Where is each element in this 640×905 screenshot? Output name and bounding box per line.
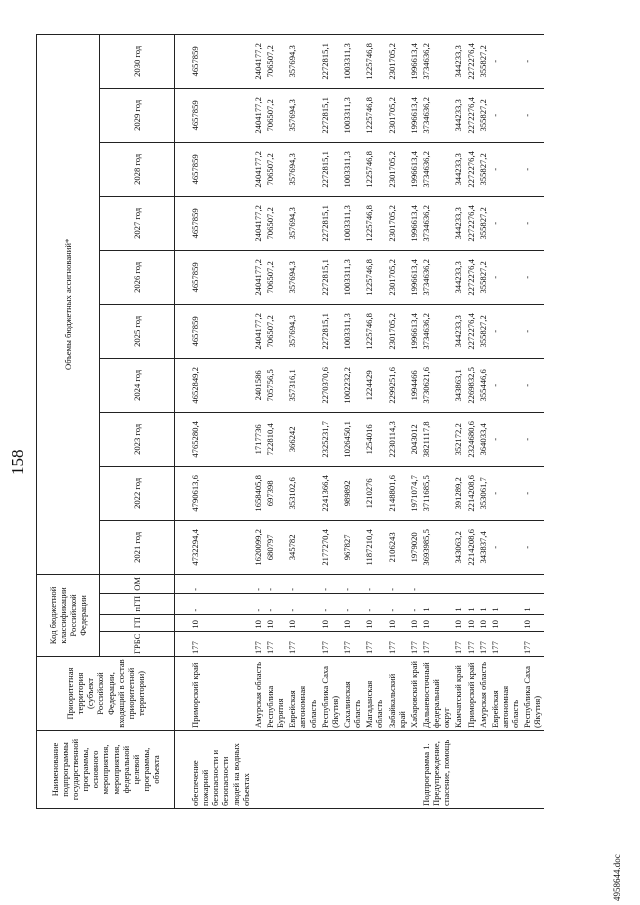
cell-grbs: 177 — [386, 631, 408, 656]
cell-om: - — [386, 574, 408, 593]
spacer-cell — [175, 657, 190, 731]
cell-value: 706507,2 — [264, 250, 286, 304]
table-row — [420, 34, 452, 808]
cell-value: 2272276,4 — [465, 250, 477, 304]
cell-value: 2272815,1 — [319, 304, 341, 358]
cell-territory: Приморский край — [465, 657, 477, 731]
cell-value: 4657859 — [189, 34, 252, 88]
spacer-cell — [175, 631, 190, 656]
cell-value: 2404177,2 — [252, 196, 264, 250]
cell-value: 2404177,2 — [252, 34, 264, 88]
cell-value: 1225746,8 — [363, 250, 385, 304]
cell-value: 706507,2 — [264, 34, 286, 88]
spacer-cell — [175, 304, 190, 358]
cell-gp: 10 — [452, 614, 464, 631]
cell-value: 3734636,2 — [420, 34, 452, 88]
cell-name — [252, 731, 264, 809]
header-gp: ГП — [100, 614, 175, 631]
cell-value: - — [489, 250, 521, 304]
cell-value: - — [521, 142, 543, 196]
cell-territory: Амурская область — [477, 657, 489, 731]
cell-value: 989892 — [341, 466, 363, 520]
budget-allocations-table — [36, 34, 544, 809]
cell-territory: Камчатский край — [452, 657, 464, 731]
cell-value: 353102,6 — [286, 466, 318, 520]
header-year: 2022 год — [100, 466, 175, 520]
cell-grbs: 177 — [477, 631, 489, 656]
cell-value: 1225746,8 — [363, 304, 385, 358]
cell-value: 1003311,3 — [341, 304, 363, 358]
cell-value: 2148801,6 — [386, 466, 408, 520]
cell-value: 343837,4 — [477, 520, 489, 574]
cell-value: - — [489, 34, 521, 88]
cell-value: 3734636,2 — [420, 250, 452, 304]
cell-value: 1003311,3 — [341, 88, 363, 142]
cell-value: 1003311,3 — [341, 34, 363, 88]
cell-gp: 10 — [264, 614, 286, 631]
cell-name — [363, 731, 385, 809]
table-row — [252, 34, 264, 808]
spacer-cell — [175, 466, 190, 520]
cell-value: 2272815,1 — [319, 196, 341, 250]
cell-value: 706507,2 — [264, 142, 286, 196]
header-year: 2029 год — [100, 88, 175, 142]
cell-value: 706507,2 — [264, 88, 286, 142]
cell-value: 1620099,2 — [252, 520, 264, 574]
cell-value: - — [521, 250, 543, 304]
cell-value: 2272276,4 — [465, 304, 477, 358]
cell-name — [286, 731, 318, 809]
table-row — [465, 34, 477, 808]
cell-value: 2272815,1 — [319, 34, 341, 88]
cell-om: - — [189, 574, 252, 593]
cell-pgp: - — [319, 593, 341, 614]
cell-value: 2301705,2 — [386, 304, 408, 358]
cell-value: 706507,2 — [264, 304, 286, 358]
cell-value: 4657859 — [189, 250, 252, 304]
cell-value: 2272276,4 — [465, 34, 477, 88]
cell-value: 364033,4 — [477, 412, 489, 466]
spacer-cell — [175, 358, 190, 412]
header-year: 2023 год — [100, 412, 175, 466]
cell-value: 1996613,4 — [408, 142, 420, 196]
cell-name — [264, 731, 286, 809]
cell-value: - — [521, 304, 543, 358]
cell-value: 2404177,2 — [252, 88, 264, 142]
cell-name — [319, 731, 341, 809]
cell-value: 1003311,3 — [341, 250, 363, 304]
cell-value: 357694,3 — [286, 304, 318, 358]
cell-gp: 10 — [319, 614, 341, 631]
spacer-cell — [175, 731, 190, 809]
cell-value: - — [489, 466, 521, 520]
cell-value: 2301705,2 — [386, 88, 408, 142]
header-year: 2028 год — [100, 142, 175, 196]
cell-value: 2404177,2 — [252, 250, 264, 304]
spacer-cell — [175, 593, 190, 614]
spacer-cell — [175, 574, 190, 593]
cell-value: 357694,3 — [286, 142, 318, 196]
cell-gp: 10 — [386, 614, 408, 631]
cell-value: 705756,5 — [264, 358, 286, 412]
cell-gp: 10 — [189, 614, 252, 631]
cell-value: 1225746,8 — [363, 142, 385, 196]
cell-grbs: 177 — [252, 631, 264, 656]
cell-pgp: 1 — [521, 593, 543, 614]
cell-value: - — [521, 34, 543, 88]
cell-value: 3734636,2 — [420, 88, 452, 142]
cell-value: 697398 — [264, 466, 286, 520]
cell-pgp: 1 — [465, 593, 477, 614]
cell-value: - — [521, 196, 543, 250]
cell-territory: Дальневосточный федеральный округ — [420, 657, 452, 731]
cell-value: - — [489, 304, 521, 358]
cell-value: 1254016 — [363, 412, 385, 466]
header-om: ОМ — [100, 574, 175, 593]
cell-value: 1996613,4 — [408, 88, 420, 142]
cell-value: 355827,2 — [477, 142, 489, 196]
cell-value: 355827,2 — [477, 88, 489, 142]
header-name: Наименование подпрограммы государственной программы, основного мероприятия, мероприятия, федеральной целевой программы, объекта — [37, 731, 175, 809]
table-row — [264, 34, 286, 808]
cell-value: 391289,2 — [452, 466, 464, 520]
cell-gp: 10 — [408, 614, 420, 631]
cell-gp: 10 — [252, 614, 264, 631]
cell-value: - — [489, 520, 521, 574]
table-row — [363, 34, 385, 808]
cell-pgp: 1 — [420, 593, 452, 614]
cell-om: - — [341, 574, 363, 593]
cell-value: 344233,3 — [452, 196, 464, 250]
header-year: 2027 год — [100, 196, 175, 250]
cell-name — [408, 731, 420, 809]
cell-value: 722810,4 — [264, 412, 286, 466]
cell-value: 345782 — [286, 520, 318, 574]
spacer-cell — [175, 614, 190, 631]
spacer-cell — [175, 142, 190, 196]
header-year: 2026 год — [100, 250, 175, 304]
cell-value: 2272815,1 — [319, 88, 341, 142]
cell-value: 2214208,6 — [465, 466, 477, 520]
spacer-cell — [175, 34, 190, 88]
cell-value: 1996613,4 — [408, 34, 420, 88]
cell-gp: 10 — [286, 614, 318, 631]
spacer-cell — [175, 88, 190, 142]
cell-value: 344233,3 — [452, 88, 464, 142]
cell-name: Подпрограмма 1. Предупреждение, спасение, помощь — [420, 731, 452, 809]
cell-grbs: 177 — [319, 631, 341, 656]
table-row — [341, 34, 363, 808]
cell-value: 344233,3 — [452, 142, 464, 196]
cell-grbs: 177 — [521, 631, 543, 656]
cell-grbs: 177 — [452, 631, 464, 656]
cell-grbs: 177 — [420, 631, 452, 656]
cell-value: 344233,3 — [452, 304, 464, 358]
cell-value: 2324680,6 — [465, 412, 477, 466]
cell-value: 2301705,2 — [386, 196, 408, 250]
cell-value: 2404177,2 — [252, 142, 264, 196]
header-volumes: Объемы бюджетных ассигнований* — [37, 34, 100, 574]
cell-value: 1717736 — [252, 412, 264, 466]
cell-pgp: - — [189, 593, 252, 614]
cell-value: 355446,6 — [477, 358, 489, 412]
cell-value: 2270370,6 — [319, 358, 341, 412]
cell-value: 4657859 — [189, 304, 252, 358]
cell-grbs: 177 — [363, 631, 385, 656]
header-year: 2025 год — [100, 304, 175, 358]
table-row — [477, 34, 489, 808]
cell-value: 353061,7 — [477, 466, 489, 520]
cell-om: - — [286, 574, 318, 593]
cell-value: 1225746,8 — [363, 88, 385, 142]
cell-value: 2272276,4 — [465, 88, 477, 142]
cell-value: 1996613,4 — [408, 250, 420, 304]
cell-pgp: 1 — [489, 593, 521, 614]
cell-value: 1225746,8 — [363, 196, 385, 250]
cell-value: 4657859 — [189, 142, 252, 196]
cell-value: 352172,2 — [452, 412, 464, 466]
cell-value: 1979020 — [408, 520, 420, 574]
cell-value: 4657859 — [189, 88, 252, 142]
cell-value: 1224429 — [363, 358, 385, 412]
cell-value: 3734636,2 — [420, 196, 452, 250]
cell-value: - — [489, 196, 521, 250]
cell-grbs: 177 — [189, 631, 252, 656]
cell-gp: 10 — [477, 614, 489, 631]
cell-value: 1658405,8 — [252, 466, 264, 520]
cell-om: - — [319, 574, 341, 593]
cell-value: 2301705,2 — [386, 250, 408, 304]
cell-value: 357694,3 — [286, 250, 318, 304]
cell-value: 355827,2 — [477, 196, 489, 250]
cell-grbs: 177 — [341, 631, 363, 656]
cell-value: 2404177,2 — [252, 304, 264, 358]
table-row — [386, 34, 408, 808]
cell-territory: Амурская область — [252, 657, 264, 731]
cell-value: 2325231,7 — [319, 412, 341, 466]
cell-territory: Хабаровский край — [408, 657, 420, 731]
cell-value: 2272815,1 — [319, 250, 341, 304]
table-row — [189, 34, 252, 808]
cell-territory: Еврейская автономная область — [489, 657, 521, 731]
cell-value: 2043012 — [408, 412, 420, 466]
cell-value: 2177270,4 — [319, 520, 341, 574]
cell-grbs: 177 — [286, 631, 318, 656]
cell-value: 1187210,4 — [363, 520, 385, 574]
cell-name — [465, 731, 477, 809]
cell-value: 2299251,6 — [386, 358, 408, 412]
cell-value: 2106243 — [386, 520, 408, 574]
cell-value: 4657859 — [189, 196, 252, 250]
cell-value: 357316,1 — [286, 358, 318, 412]
cell-territory: Республика Бурятия — [264, 657, 286, 731]
cell-value: 4732294,4 — [189, 520, 252, 574]
cell-gp: 10 — [465, 614, 477, 631]
cell-value: 3734636,2 — [420, 304, 452, 358]
cell-value: 1002232,2 — [341, 358, 363, 412]
cell-value: 1003311,3 — [341, 142, 363, 196]
cell-value: 2230114,3 — [386, 412, 408, 466]
header-territory: Приоритетная территория (субъект Российской Федерации, входящий в состав приоритетной территории) — [37, 657, 175, 731]
cell-name — [386, 731, 408, 809]
cell-value: - — [489, 88, 521, 142]
cell-value: 2241366,4 — [319, 466, 341, 520]
cell-value: 3734636,2 — [420, 142, 452, 196]
cell-value: 3711685,5 — [420, 466, 452, 520]
cell-grbs: 177 — [264, 631, 286, 656]
cell-om: - — [264, 574, 286, 593]
cell-value: 680797 — [264, 520, 286, 574]
cell-gp: 10 — [420, 614, 452, 631]
cell-om: - — [363, 574, 385, 593]
cell-pgp: - — [363, 593, 385, 614]
table-row — [408, 34, 420, 808]
cell-name — [489, 731, 521, 809]
spacer-row — [175, 34, 190, 808]
cell-territory: Республика Саха (Якутия) — [319, 657, 341, 731]
cell-value: 3821117,8 — [420, 412, 452, 466]
table-row — [489, 34, 521, 808]
cell-pgp: - — [252, 593, 264, 614]
cell-value: 1210276 — [363, 466, 385, 520]
cell-territory: Магаданская область — [363, 657, 385, 731]
cell-territory: Приморский край — [189, 657, 252, 731]
cell-value: 2272815,1 — [319, 142, 341, 196]
cell-territory: Еврейская автономная область — [286, 657, 318, 731]
table-row — [319, 34, 341, 808]
header-year: 2021 год — [100, 520, 175, 574]
cell-om: - — [252, 574, 264, 593]
cell-value: - — [521, 358, 543, 412]
cell-value: 2301705,2 — [386, 34, 408, 88]
cell-om: - — [408, 574, 420, 593]
cell-value: 366242 — [286, 412, 318, 466]
cell-om — [489, 574, 521, 593]
cell-value: 355827,2 — [477, 304, 489, 358]
spacer-cell — [175, 412, 190, 466]
cell-value: 355827,2 — [477, 250, 489, 304]
cell-name — [477, 731, 489, 809]
cell-value: 1996613,4 — [408, 196, 420, 250]
cell-value: 2272276,4 — [465, 196, 477, 250]
cell-value: 967827 — [341, 520, 363, 574]
cell-value: 2272276,4 — [465, 142, 477, 196]
cell-om — [452, 574, 464, 593]
header-budget-code: Код бюджетной классификации Российской Федерации — [37, 574, 100, 656]
cell-pgp: - — [341, 593, 363, 614]
cell-value: 1994466 — [408, 358, 420, 412]
cell-value: 355827,2 — [477, 34, 489, 88]
cell-value: 357694,3 — [286, 88, 318, 142]
cell-name — [452, 731, 464, 809]
header-pgp: пГП — [100, 593, 175, 614]
cell-territory: Сахалинская область — [341, 657, 363, 731]
cell-value: 1225746,8 — [363, 34, 385, 88]
cell-pgp: 1 — [477, 593, 489, 614]
cell-value: 2301705,2 — [386, 142, 408, 196]
cell-value: - — [521, 88, 543, 142]
cell-pgp: - — [408, 593, 420, 614]
table-row — [286, 34, 318, 808]
cell-value: - — [521, 412, 543, 466]
cell-value: 357694,3 — [286, 34, 318, 88]
page-number: 158 — [8, 449, 27, 475]
document-file-name: 4958644.doc — [612, 854, 622, 901]
cell-name — [341, 731, 363, 809]
header-year: 2024 год — [100, 358, 175, 412]
spacer-cell — [175, 520, 190, 574]
table-row — [452, 34, 464, 808]
header-year: 2030 год — [100, 34, 175, 88]
cell-om — [420, 574, 452, 593]
cell-value: 1003311,3 — [341, 196, 363, 250]
cell-om — [521, 574, 543, 593]
cell-gp: 10 — [341, 614, 363, 631]
cell-value: 3730621,6 — [420, 358, 452, 412]
cell-pgp: - — [264, 593, 286, 614]
cell-value: 357694,3 — [286, 196, 318, 250]
cell-om — [465, 574, 477, 593]
cell-value: - — [489, 142, 521, 196]
cell-territory: Забайкальский край — [386, 657, 408, 731]
cell-value: - — [521, 520, 543, 574]
cell-value: 706507,2 — [264, 196, 286, 250]
cell-value: 1971074,7 — [408, 466, 420, 520]
header-grbs: ГРБС — [100, 631, 175, 656]
cell-name — [521, 731, 543, 809]
cell-value: 3693985,5 — [420, 520, 452, 574]
cell-grbs: 177 — [465, 631, 477, 656]
cell-value: 1996613,4 — [408, 304, 420, 358]
cell-gp: 10 — [363, 614, 385, 631]
cell-pgp: - — [386, 593, 408, 614]
cell-value: 2214208,6 — [465, 520, 477, 574]
cell-value: 1026450,1 — [341, 412, 363, 466]
cell-value: 344233,3 — [452, 34, 464, 88]
cell-gp: 10 — [521, 614, 543, 631]
cell-value: 4652849,2 — [189, 358, 252, 412]
cell-value: 2269832,5 — [465, 358, 477, 412]
cell-value: 4765280,4 — [189, 412, 252, 466]
cell-value: 343863,1 — [452, 358, 464, 412]
cell-grbs: 177 — [489, 631, 521, 656]
cell-name: обеспечение пожарной безопасности и безопасности людей на водных объектах — [189, 731, 252, 809]
cell-om — [477, 574, 489, 593]
spacer-cell — [175, 196, 190, 250]
cell-territory: Республика Саха (Якутия) — [521, 657, 543, 731]
cell-value: - — [489, 412, 521, 466]
cell-grbs: 177 — [408, 631, 420, 656]
cell-pgp: 1 — [452, 593, 464, 614]
cell-pgp: - — [286, 593, 318, 614]
cell-value: 2401586 — [252, 358, 264, 412]
cell-value: 343063,2 — [452, 520, 464, 574]
table-row — [521, 34, 543, 808]
cell-value: - — [489, 358, 521, 412]
spacer-cell — [175, 250, 190, 304]
cell-value: - — [521, 466, 543, 520]
cell-value: 344233,3 — [452, 250, 464, 304]
cell-value: 4790613,6 — [189, 466, 252, 520]
cell-gp: 10 — [489, 614, 521, 631]
